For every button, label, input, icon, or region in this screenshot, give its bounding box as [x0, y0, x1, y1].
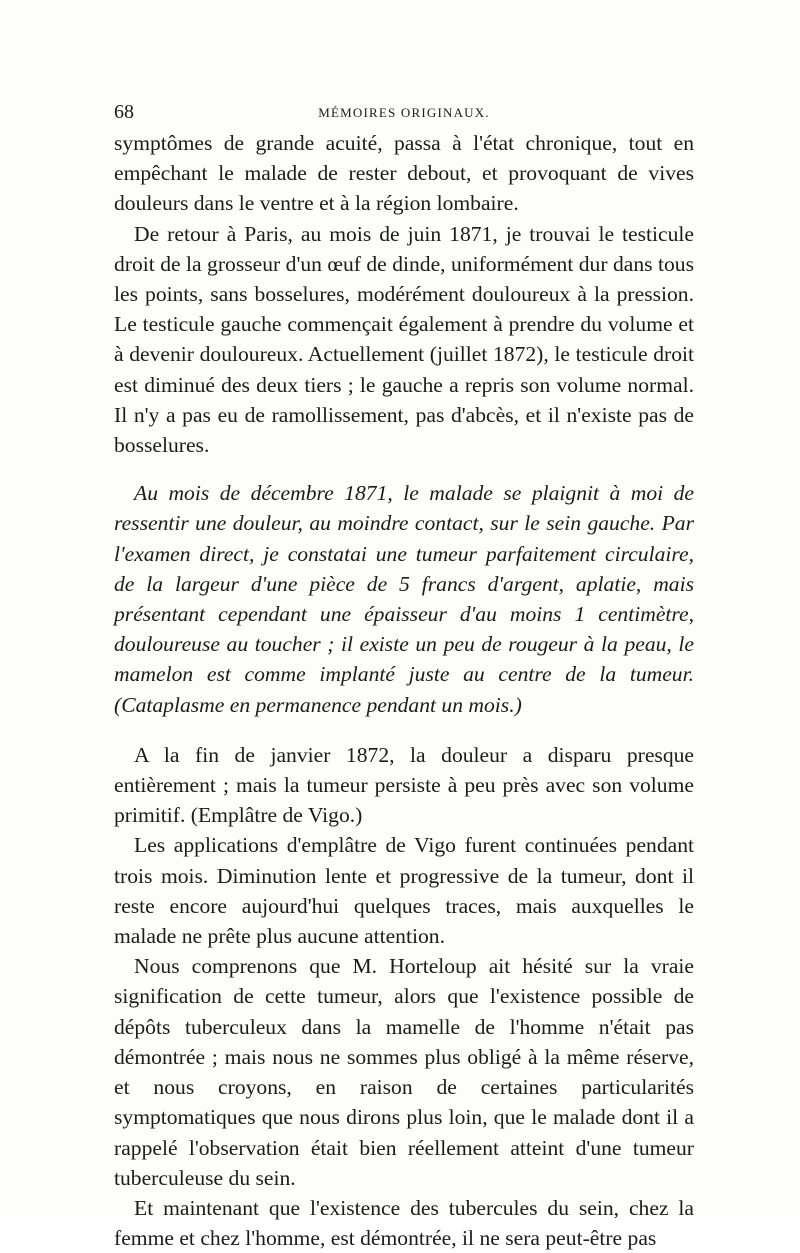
paragraph-tubercles-demonstrated: Et maintenant que l'existence des tubercules du sein, chez la femme et chez l'homme, est démontrée, il ne sera peut-être pas — [114, 1195, 694, 1251]
paragraph-return-to-paris: De retour à Paris, au mois de juin 1871, je trouvai le testicule droit de la grosseur d'un œuf de dinde, uniformément dur dans tous les points, sans bosselures, modérément douloureux à la pression. Le testicule gauche commençait également à prendre du volume et à devenir douloureux. Actuellement (juillet 1872), le testicule droit est diminué des deux tiers ; le gauche a repris son volume normal. Il n'y a pas eu de ramollissement, pas d'abcès, et il n'existe pas de bosselures. — [114, 221, 694, 458]
page-number: 68 — [114, 101, 134, 123]
paragraph-january-1872: A la fin de janvier 1872, la douleur a disparu presque entièrement ; mais la tumeur persiste à peu près avec son volume primitif. (Emplâtre de Vigo.) — [114, 742, 694, 828]
page-header — [114, 100, 694, 126]
running-title: MÉMOIRES ORIGINAUX. — [318, 105, 490, 120]
paragraph-breast-observation: Au mois de décembre 1871, le malade se plaignit à moi de ressentir une douleur, au moindre contact, sur le sein gauche. Par l'examen direct, je constatai une tumeur parfaitement circulaire, de la largeur d'une pièce de 5 francs d'argent, aplatie, mais présentant cependant une épaisseur d'au moins 1 centimètre, douloureuse au toucher ; il existe un peu de rougeur à la peau, le mamelon est comme implanté juste au centre de la tumeur. (Cataplasme en permanence pendant un mois.) — [114, 481, 694, 717]
body-text — [114, 128, 694, 1253]
paragraph-horteloup: Nous comprenons que M. Horteloup ait hésité sur la vraie signification de cette tumeur, alors que l'existence possible de dépôts tuberculeux dans la mamelle de l'homme n'était pas démontrée ; mais nous ne sommes plus obligé à la même réserve, et nous croyons, en raison de certaines particularités symptomatiques que nous dirons plus loin, que le malade dont il a rappelé l'observation était bien réellement atteint d'une tumeur tuberculeuse du sein. — [114, 954, 694, 1190]
paragraph-vigo-applications: Les applications d'emplâtre de Vigo furent continuées pendant trois mois. Diminution lente et progressive de la tumeur, dont il reste encore aujourd'hui quelques traces, mais auxquelles le malade ne prête plus aucune attention. — [114, 833, 694, 949]
paragraph-continuation: symptômes de grande acuité, passa à l'état chronique, tout en empêchant le malade de rester debout, et provoquant de vives douleurs dans le ventre et à la région lombaire. — [114, 131, 694, 216]
